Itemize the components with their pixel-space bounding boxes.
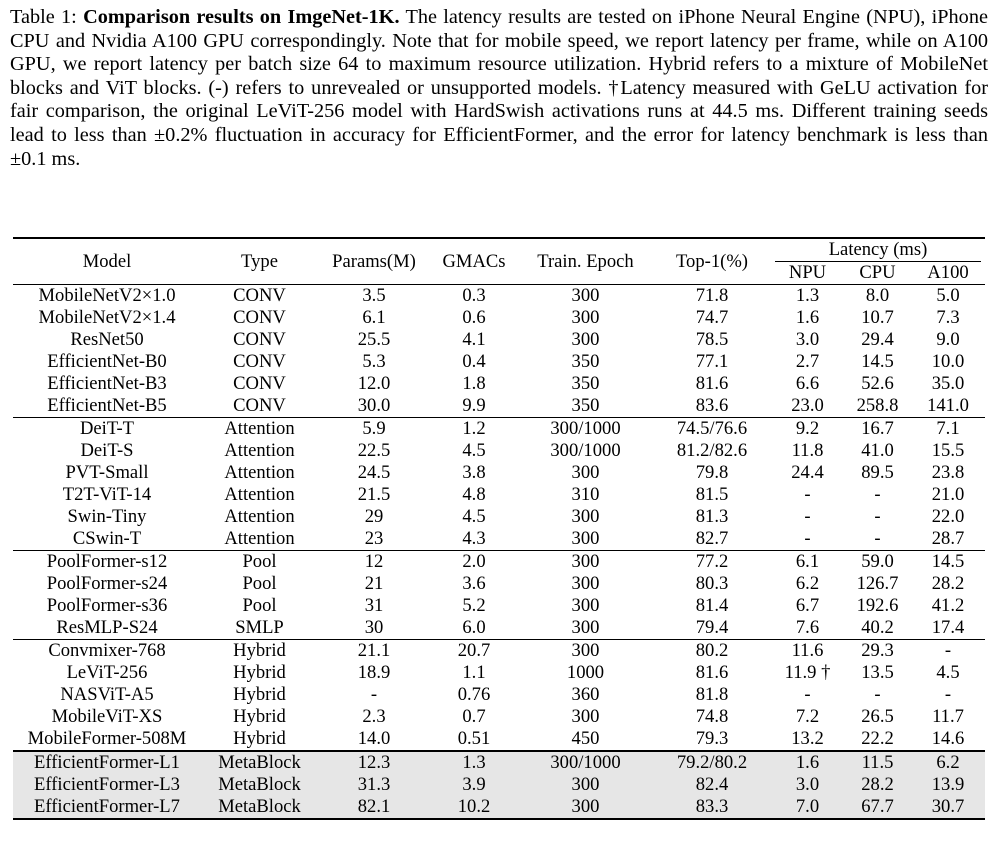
cell-gmacs: 0.4 [462,351,486,372]
header-gmacs: GMACs [430,238,518,285]
table-row [13,728,985,751]
cell-gmacs: 3.6 [462,573,486,594]
cell-npu: - [804,484,811,505]
cell-type: Hybrid [233,662,286,683]
table-row [13,551,985,574]
table-row-ours [13,751,985,774]
table-row [13,662,985,684]
cell-type: Attention [201,418,318,441]
cell-cpu: - [874,684,881,705]
cell-top1: 81.8 [695,684,729,705]
cell-epoch: 300 [571,307,600,328]
cell-npu: - [804,684,811,705]
cell-gmacs: 2.0 [430,551,518,574]
cell-top1: 81.6 [695,373,729,394]
cell-model: T2T-ViT-14 [62,484,152,505]
cell-cpu: 16.7 [844,418,911,441]
header-cpu: CPU [859,262,896,283]
table-row [13,595,985,617]
cell-a100: 28.2 [931,573,965,594]
cell-epoch: 300 [571,329,600,350]
cell-type: Pool [242,573,277,594]
cell-top1: 77.2 [653,551,771,574]
cell-epoch: 300 [518,551,653,574]
table-row [13,395,985,418]
caption-label: Table 1: [10,6,77,28]
cell-cpu: - [874,484,881,505]
cell-gmacs: 4.1 [462,329,486,350]
cell-params: 30 [364,617,384,638]
cell-type: Hybrid [233,706,286,727]
cell-cpu: 28.2 [844,774,911,796]
cell-top1: 74.8 [695,706,729,727]
header-type: Type [201,238,318,285]
cell-a100: 41.2 [931,595,965,616]
cell-type: CONV [233,373,286,394]
cell-type: Hybrid [233,728,286,749]
cell-epoch: 1000 [566,662,605,683]
caption-title: Comparison results on ImgeNet-1K. [83,6,400,28]
cell-gmacs: 4.8 [462,484,486,505]
cell-params: 12.3 [318,751,430,774]
header-npu: NPU [788,262,827,283]
table-row [13,307,985,329]
cell-gmacs: 4.5 [462,440,486,461]
cell-npu: 9.2 [771,418,844,441]
cell-epoch: 300 [571,617,600,638]
cell-params: 12 [318,551,430,574]
table-row [13,329,985,351]
cell-top1: 82.7 [695,528,729,549]
cell-npu: 11.8 [791,440,824,461]
cell-model: MobileNetV2×1.0 [13,285,201,308]
cell-type: CONV [233,351,286,372]
cell-npu: 1.6 [795,307,820,328]
cell-type: Attention [224,484,295,505]
cell-model: Swin-Tiny [67,506,147,527]
cell-npu: 13.2 [791,728,824,749]
cell-npu: 6.2 [795,573,820,594]
cell-cpu: 8.0 [844,285,911,308]
cell-epoch: 310 [571,484,600,505]
cell-model: PVT-Small [65,462,149,483]
cell-gmacs: 0.51 [457,728,491,749]
cell-gmacs: 20.7 [430,640,518,663]
cell-model: PoolFormer-s36 [46,595,168,616]
header-model: Model [13,238,201,285]
cell-cpu: 258.8 [856,395,899,416]
cell-params: 21.5 [357,484,391,505]
cell-top1: 79.3 [695,728,729,749]
cell-params: 21.1 [318,640,430,663]
cell-cpu: 89.5 [861,462,894,483]
cell-epoch: 300/1000 [550,440,621,461]
cell-gmacs: 0.7 [462,706,486,727]
cell-model: PoolFormer-s12 [13,551,201,574]
cell-type: MetaBlock [201,774,318,796]
cell-cpu: 40.2 [861,617,894,638]
cell-epoch: 300 [571,506,600,527]
header-top1: Top-1(%) [653,238,771,285]
cell-a100: - [911,640,985,663]
cell-cpu: 13.5 [861,662,894,683]
cell-params: - [370,684,378,705]
cell-params: 2.3 [362,706,386,727]
cell-a100: 17.4 [931,617,965,638]
cell-type: SMLP [235,617,284,638]
cell-epoch: 300 [518,640,653,663]
cell-npu: - [804,506,811,527]
cell-model: PoolFormer-s24 [46,573,168,594]
cell-gmacs: 9.9 [462,395,486,416]
cell-npu: 6.6 [795,373,820,394]
header-a100: A100 [927,262,969,283]
cell-model: EfficientNet-B3 [47,373,167,394]
cell-epoch: 300 [571,595,600,616]
cell-a100: 7.1 [911,418,985,441]
cell-a100: 5.0 [911,285,985,308]
cell-model: Convmixer-768 [13,640,201,663]
cell-a100: 4.5 [936,662,960,683]
cell-type: Attention [224,506,295,527]
cell-npu: 11.9 † [784,662,831,683]
cell-cpu: 52.6 [861,373,894,394]
cell-model: DeiT-S [80,440,134,461]
cell-top1: 79.4 [695,617,729,638]
cell-a100: 6.2 [911,751,985,774]
cell-epoch: 300 [571,528,600,549]
cell-top1: 79.2/80.2 [653,751,771,774]
cell-params: 30.0 [357,395,391,416]
header-params: Params(M) [318,238,430,285]
cell-params: 6.1 [362,307,386,328]
cell-model: EfficientNet-B0 [47,351,167,372]
cell-epoch: 300 [571,573,600,594]
cell-type: Pool [201,551,318,574]
cell-model: EfficientFormer-L1 [13,751,201,774]
cell-type: Attention [224,462,295,483]
cell-cpu: - [874,528,881,549]
cell-params: 3.5 [318,285,430,308]
cell-cpu: - [874,506,881,527]
table-row [13,440,985,462]
cell-cpu: 22.2 [861,728,894,749]
cell-type: Hybrid [201,640,318,663]
cell-epoch: 300 [518,774,653,796]
header-latency-label: Latency (ms) [775,239,981,262]
cell-epoch: 360 [571,684,600,705]
table-row [13,418,985,441]
cell-npu: 3.0 [795,329,820,350]
cell-top1: 81.6 [695,662,729,683]
cell-top1: 81.4 [695,595,729,616]
cell-npu: 7.2 [795,706,820,727]
cell-model: MobileNetV2×1.4 [38,307,176,328]
comparison-table [13,237,985,820]
cell-top1: 71.8 [653,285,771,308]
cell-gmacs: 1.2 [430,418,518,441]
cell-cpu: 59.0 [844,551,911,574]
cell-gmacs: 4.5 [462,506,486,527]
caption-text: The latency results are tested on iPhone Neural Engine (NPU), iPhone CPU and Nvidia A100 GPU correspondingly. Note that for mobile speed, we report latency per frame, while on A100 GPU, we report latency per batch size 64 to maximum resource utilization. Hybrid refers to a mixture of MobileNet blocks and ViT blocks. (-) refers to unrevealed or unsupported models. †Latency measured with GeLU activation for fair comparison, the original LeViT-256 model with HardSwish activations runs at 44.5 ms. Different training seeds lead to less than ±0.2% fluctuation in accuracy for EfficientFormer, and the error for latency benchmark is less than ±0.1 ms. [10,6,988,170]
cell-gmacs: 10.2 [430,796,518,819]
cell-gmacs: 5.2 [462,595,486,616]
cell-npu: 3.0 [771,774,844,796]
cell-type: CONV [233,395,286,416]
cell-params: 5.3 [362,351,386,372]
cell-a100: 21.0 [931,484,965,505]
cell-cpu: 10.7 [861,307,894,328]
cell-top1: 80.3 [695,573,729,594]
cell-model: ResNet50 [70,329,144,350]
cell-epoch: 300/1000 [518,418,653,441]
cell-model: NASViT-A5 [60,684,154,705]
cell-cpu: 67.7 [844,796,911,819]
table-row [13,640,985,663]
cell-type: Attention [224,528,295,549]
cell-params: 29 [364,506,384,527]
table-row [13,528,985,551]
cell-gmacs: 3.8 [462,462,486,483]
cell-params: 12.0 [357,373,391,394]
cell-gmacs: 1.8 [462,373,486,394]
cell-npu: 7.6 [795,617,820,638]
cell-type: Pool [242,595,277,616]
cell-model: CSwin-T [72,528,142,549]
cell-gmacs: 1.1 [462,662,486,683]
cell-params: 25.5 [357,329,391,350]
table-caption [10,6,988,171]
cell-type: MetaBlock [201,796,318,819]
table-row [13,506,985,528]
cell-gmacs: 6.0 [462,617,486,638]
cell-gmacs: 0.3 [430,285,518,308]
cell-a100: 30.7 [911,796,985,819]
cell-npu: 11.6 [771,640,844,663]
cell-top1: 74.7 [695,307,729,328]
cell-epoch: 300 [571,706,600,727]
cell-cpu: 26.5 [861,706,894,727]
cell-npu: 2.7 [795,351,820,372]
cell-a100: 10.0 [931,351,965,372]
cell-epoch: 350 [571,395,600,416]
cell-epoch: 300 [518,285,653,308]
cell-type: MetaBlock [201,751,318,774]
cell-gmacs: 4.3 [462,528,486,549]
cell-cpu: 192.6 [856,595,899,616]
cell-model: MobileFormer-508M [27,728,187,749]
cell-npu: 7.0 [771,796,844,819]
cell-gmacs: 3.9 [430,774,518,796]
cell-model: ResMLP-S24 [56,617,158,638]
cell-a100: 141.0 [927,395,969,416]
header-epoch: Train. Epoch [518,238,653,285]
cell-npu: - [804,528,811,549]
cell-params: 21 [364,573,384,594]
cell-model: EfficientNet-B5 [47,395,167,416]
cell-model: EfficientFormer-L7 [13,796,201,819]
cell-type: Attention [224,440,295,461]
table-row [13,706,985,728]
cell-npu: 6.1 [771,551,844,574]
cell-top1: 78.5 [695,329,729,350]
cell-a100: 15.5 [931,440,965,461]
cell-npu: 1.6 [771,751,844,774]
cell-params: 82.1 [318,796,430,819]
cell-a100: 13.9 [911,774,985,796]
cell-top1: 81.5 [695,484,729,505]
cell-top1: 79.8 [695,462,729,483]
cell-cpu: 14.5 [861,351,894,372]
cell-a100: 35.0 [931,373,965,394]
cell-type: CONV [233,307,286,328]
cell-top1: 83.6 [695,395,729,416]
cell-cpu: 41.0 [861,440,894,461]
cell-params: 5.9 [318,418,430,441]
table-row [13,573,985,595]
table-row [13,617,985,640]
cell-cpu: 29.4 [861,329,894,350]
cell-epoch: 450 [571,728,600,749]
cell-a100: 28.7 [931,528,965,549]
cell-model: DeiT-T [13,418,201,441]
cell-model: MobileViT-XS [51,706,163,727]
cell-npu: 6.7 [795,595,820,616]
cell-top1: 77.1 [695,351,729,372]
table-row [13,373,985,395]
cell-type: Hybrid [233,684,286,705]
cell-a100: 7.3 [936,307,960,328]
cell-a100: 22.0 [931,506,965,527]
cell-npu: 24.4 [791,462,824,483]
cell-gmacs: 0.6 [462,307,486,328]
cell-model: EfficientFormer-L3 [13,774,201,796]
cell-top1: 83.3 [653,796,771,819]
cell-a100: 11.7 [932,706,964,727]
cell-params: 14.0 [357,728,391,749]
cell-params: 22.5 [357,440,391,461]
cell-params: 31 [364,595,384,616]
cell-epoch: 350 [571,351,600,372]
cell-a100: - [944,684,952,705]
table-row [13,684,985,706]
table-row [13,484,985,506]
cell-top1: 74.5/76.6 [653,418,771,441]
cell-epoch: 350 [571,373,600,394]
cell-top1: 81.3 [695,506,729,527]
cell-cpu: 126.7 [856,573,899,594]
table-body [13,285,985,820]
cell-top1: 81.2/82.6 [676,440,748,461]
cell-top1: 80.2 [653,640,771,663]
cell-npu: 23.0 [791,395,824,416]
table-row-ours [13,796,985,819]
cell-model: LeViT-256 [66,662,148,683]
cell-epoch: 300/1000 [518,751,653,774]
table-row [13,285,985,308]
cell-a100: 23.8 [931,462,965,483]
cell-a100: 9.0 [936,329,960,350]
cell-cpu: 29.3 [844,640,911,663]
cell-a100: 14.5 [911,551,985,574]
cell-a100: 14.6 [931,728,965,749]
cell-type: CONV [201,285,318,308]
cell-npu: 1.3 [771,285,844,308]
table-row [13,351,985,373]
cell-gmacs: 1.3 [430,751,518,774]
header-latency [771,238,985,262]
cell-epoch: 300 [571,462,600,483]
cell-gmacs: 0.76 [457,684,491,705]
cell-cpu: 11.5 [844,751,911,774]
table-row-ours [13,774,985,796]
cell-params: 24.5 [357,462,391,483]
cell-params: 23 [364,528,384,549]
cell-type: CONV [233,329,286,350]
cell-top1: 82.4 [653,774,771,796]
cell-epoch: 300 [518,796,653,819]
table-row [13,462,985,484]
cell-params: 18.9 [357,662,391,683]
cell-params: 31.3 [318,774,430,796]
